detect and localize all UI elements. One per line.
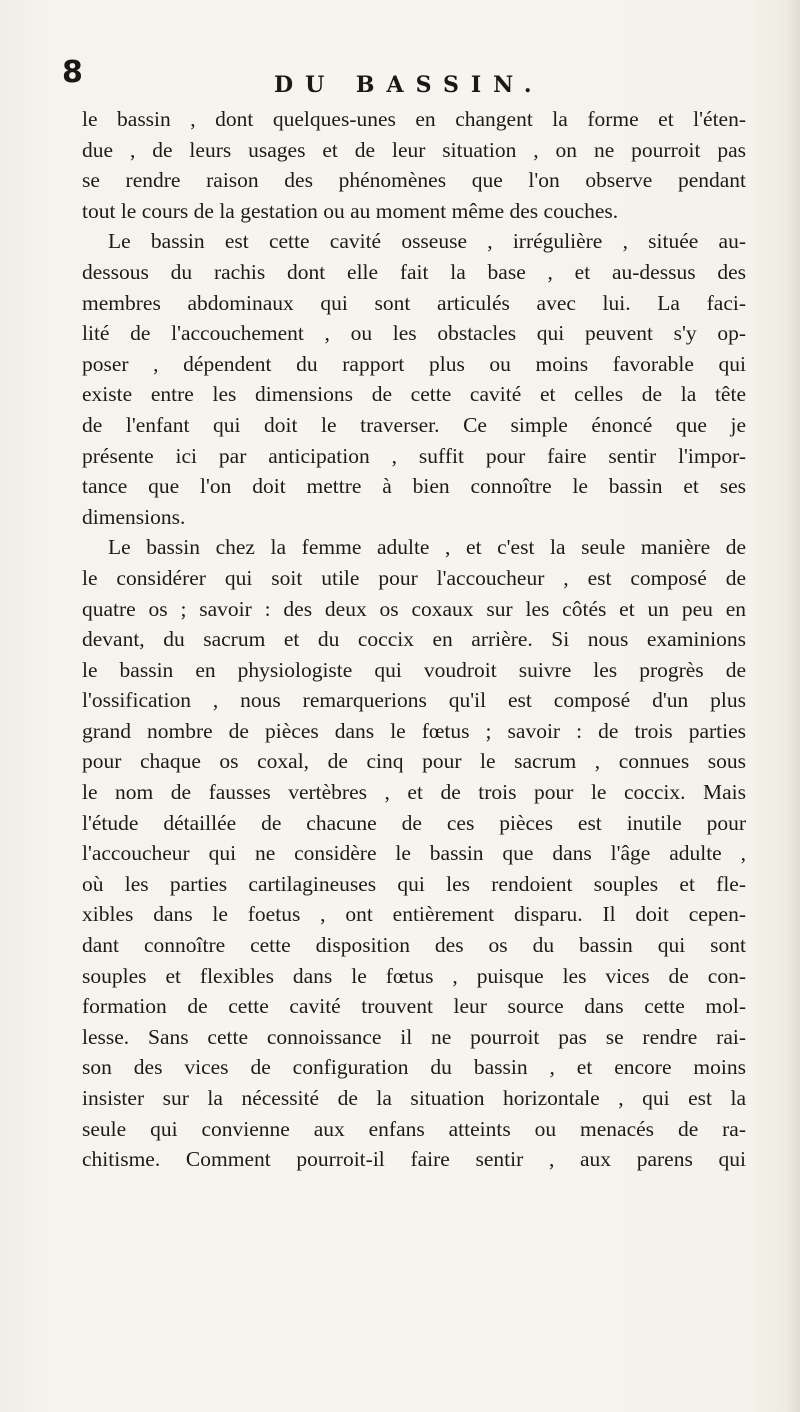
text-line: grand nombre de pièces dans le fœtus ; savoir : de trois parties <box>82 718 746 743</box>
text-line: poser , dépendent du rapport plus ou moins favorable qui <box>82 351 746 376</box>
text-line: l'étude détaillée de chacune de ces pièces est inutile pour <box>82 810 746 835</box>
text-line: Le bassin chez la femme adulte , et c'est la seule manière de <box>108 535 746 560</box>
text-line: l'ossification , nous remarquerions qu'il est composé d'un plus <box>82 688 746 713</box>
running-head: DU BASSIN. <box>274 72 544 98</box>
text-line: présente ici par anticipation , suffit pour faire sentir l'impor- <box>82 443 746 468</box>
text-line: le bassin , dont quelques-unes en changent la forme et l'éten- <box>82 107 746 131</box>
text-line: tout le cours de la gestation ou au moment même des couches. <box>82 198 619 223</box>
text-line: quatre os ; savoir : des deux os coxaux sur les côtés et un peu en <box>82 596 746 621</box>
text-line: devant, du sacrum et du coccix en arrière. Si nous examinions <box>82 627 746 652</box>
text-line: insister sur la nécessité de la situation horizontale , qui est la <box>82 1086 746 1110</box>
body-text <box>82 104 746 1175</box>
text-line: dimensions. <box>82 504 186 529</box>
text-line: formation de cette cavité trouvent leur source dans cette mol- <box>82 994 746 1019</box>
text-line: se rendre raison des phénomènes que l'on observe pendant <box>82 168 746 193</box>
text-line: due , de leurs usages et de leur situation , on ne pourroit pas <box>82 137 746 162</box>
text-line: de l'enfant qui doit le traverser. Ce simple énoncé que je <box>82 412 746 437</box>
text-line: où les parties cartilagineuses qui les rendoient souples et fle- <box>82 871 746 896</box>
text-line: le nom de fausses vertèbres , et de trois pour le coccix. Mais <box>82 780 746 805</box>
text-line: lité de l'accouchement , ou les obstacles qui peuvent s'y op- <box>82 321 746 346</box>
text-line: seule qui convienne aux enfans atteints ou menacés de ra- <box>82 1116 746 1141</box>
text-line: dant connoître cette disposition des os du bassin qui sont <box>82 933 746 958</box>
page-number: 8 <box>62 55 83 90</box>
text-line: dessous du rachis dont elle fait la base , et au-dessus des <box>82 259 746 284</box>
text-line: pour chaque os coxal, de cinq pour le sacrum , connues sous <box>82 749 746 774</box>
text-line: souples et flexibles dans le fœtus , puisque les vices de con- <box>82 963 746 988</box>
text-line: Le bassin est cette cavité osseuse , irrégulière , située au- <box>108 229 746 254</box>
text-line: le bassin en physiologiste qui voudroit suivre les progrès de <box>82 657 746 682</box>
text-line: chitisme. Comment pourroit-il faire sentir , aux parens qui <box>82 1147 746 1172</box>
text-line: membres abdominaux qui sont articulés avec lui. La faci- <box>82 290 746 315</box>
text-line: existe entre les dimensions de cette cavité et celles de la tête <box>82 382 746 407</box>
page-edge-shadow <box>786 0 800 1412</box>
page-header <box>62 55 762 98</box>
text-line: le considérer qui soit utile pour l'accoucheur , est composé de <box>82 565 746 590</box>
text-line: tance que l'on doit mettre à bien connoître le bassin et ses <box>82 474 746 499</box>
text-line: l'accoucheur qui ne considère le bassin que dans l'âge adulte , <box>82 841 746 866</box>
text-line: xibles dans le foetus , ont entièrement disparu. Il doit cepen- <box>82 902 746 927</box>
text-line: son des vices de configuration du bassin , et encore moins <box>82 1055 746 1080</box>
text-line: lesse. Sans cette connoissance il ne pourroit pas se rendre rai- <box>82 1024 746 1049</box>
